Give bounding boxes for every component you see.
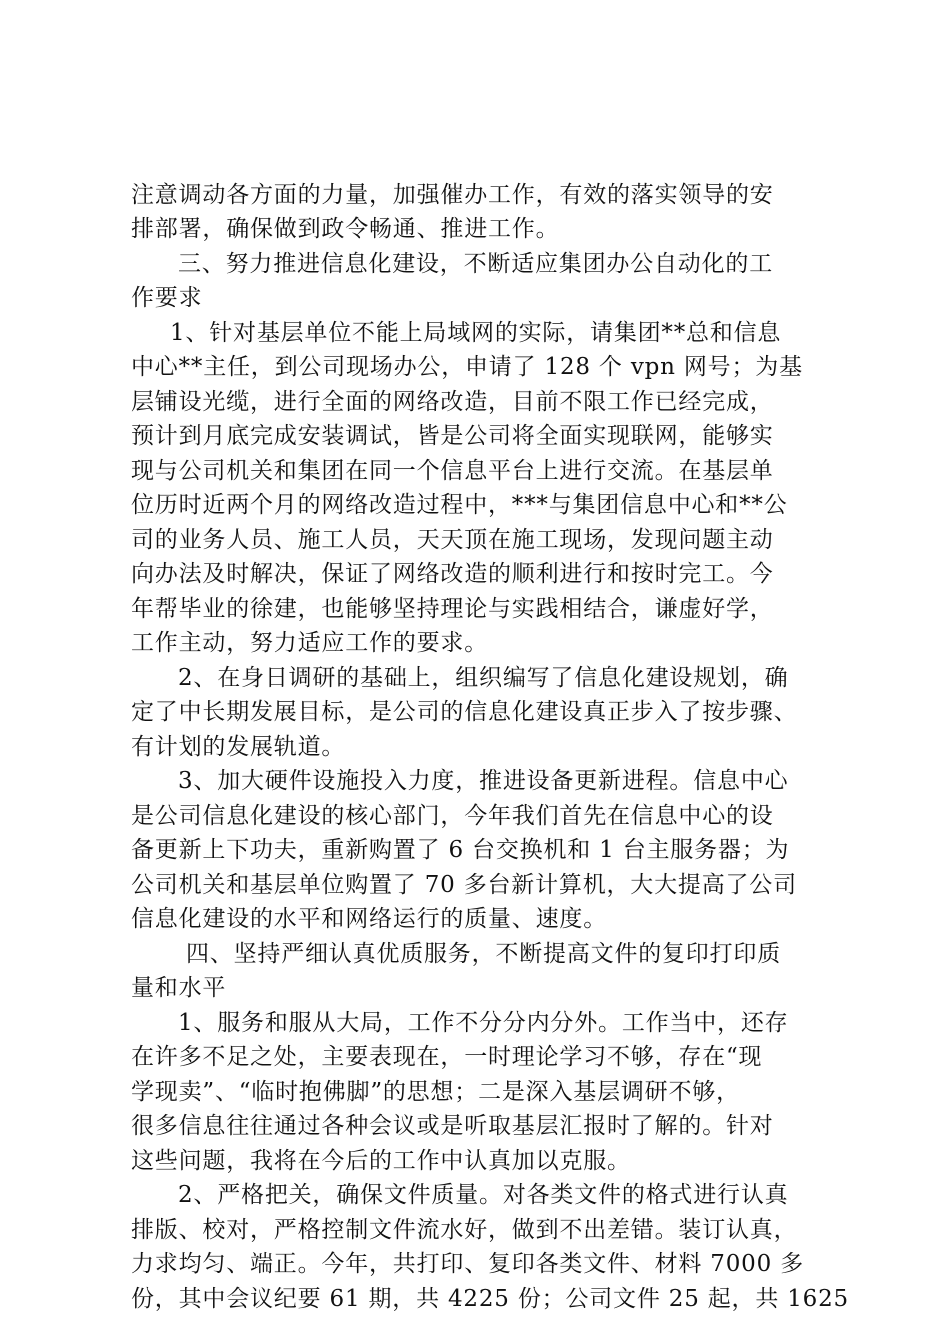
text-line: 1、针对基层单位不能上局域网的实际，请集团**总和信息 xyxy=(170,320,782,346)
text-line: 中心**主任，到公司现场办公，申请了 128 个 vpn 网号；为基 xyxy=(131,354,803,380)
text-line: 1、服务和服从大局，工作不分分内分外。工作当中，还存 xyxy=(178,1010,789,1036)
text-line: 是公司信息化建设的核心部门，今年我们首先在信息中心的设 xyxy=(131,803,774,829)
text-line: 向办法及时解决，保证了网络改造的顺利进行和按时完工。今 xyxy=(131,561,774,587)
text-line: 有计划的发展轨道。 xyxy=(131,734,346,760)
text-line: 信息化建设的水平和网络运行的质量、速度。 xyxy=(131,906,607,932)
text-line: 层铺设光缆，进行全面的网络改造，目前不限工作已经完成， xyxy=(131,389,774,415)
text-line: 很多信息往往通过各种会议或是听取基层汇报时了解的。针对 xyxy=(131,1113,774,1139)
section-heading: 四、坚持严细认真优质服务，不断提高文件的复印打印质 xyxy=(186,941,781,967)
text-line: 定了中长期发展目标，是公司的信息化建设真正步入了按步骤、 xyxy=(131,699,798,725)
text-line: 2、严格把关，确保文件质量。对各类文件的格式进行认真 xyxy=(178,1182,789,1208)
text-line: 年帮毕业的徐建，也能够坚持理论与实践相结合，谦虚好学， xyxy=(131,596,774,622)
text-line: 排部署，确保做到政令畅通、推进工作。 xyxy=(131,216,560,242)
text-line: 这些问题，我将在今后的工作中认真加以克服。 xyxy=(131,1148,631,1174)
text-line: 力求均匀、端正。今年，共打印、复印各类文件、材料 7000 多 xyxy=(131,1251,804,1277)
section-heading: 量和水平 xyxy=(131,975,227,1001)
section-heading: 作要求 xyxy=(131,285,203,311)
text-line: 在许多不足之处，主要表现在，一时理论学习不够，存在“现 xyxy=(131,1044,763,1070)
text-line: 预计到月底完成安装调试，皆是公司将全面实现联网，能够实 xyxy=(131,423,774,449)
text-line: 注意调动各方面的力量，加强催办工作，有效的落实领导的安 xyxy=(131,182,774,208)
text-line: 现与公司机关和集团在同一个信息平台上进行交流。在基层单 xyxy=(131,458,774,484)
text-line: 位历时近两个月的网络改造过程中，***与集团信息中心和**公 xyxy=(131,492,788,518)
text-line: 司的业务人员、施工人员，天天顶在施工现场，发现问题主动 xyxy=(131,527,774,553)
text-line: 备更新上下功夫，重新购置了 6 台交换机和 1 台主服务器；为 xyxy=(131,837,790,863)
text-line: 3、加大硬件设施投入力度，推进设备更新进程。信息中心 xyxy=(178,768,789,794)
text-line: 2、在身日调研的基础上，组织编写了信息化建设规划，确 xyxy=(178,665,789,691)
section-heading: 三、努力推进信息化建设，不断适应集团办公自动化的工 xyxy=(178,251,773,277)
text-line: 排版、校对，严格控制文件流水好，做到不出差错。装订认真， xyxy=(131,1217,798,1243)
text-line: 公司机关和基层单位购置了 70 多台新计算机，大大提高了公司 xyxy=(131,872,797,898)
text-line: 份，其中会议纪要 61 期，共 4225 份；公司文件 25 起，共 1625 xyxy=(131,1286,849,1312)
text-line: 学现卖”、“临时抱佛脚”的思想；二是深入基层调研不够， xyxy=(131,1079,740,1105)
text-line: 工作主动，努力适应工作的要求。 xyxy=(131,630,488,656)
